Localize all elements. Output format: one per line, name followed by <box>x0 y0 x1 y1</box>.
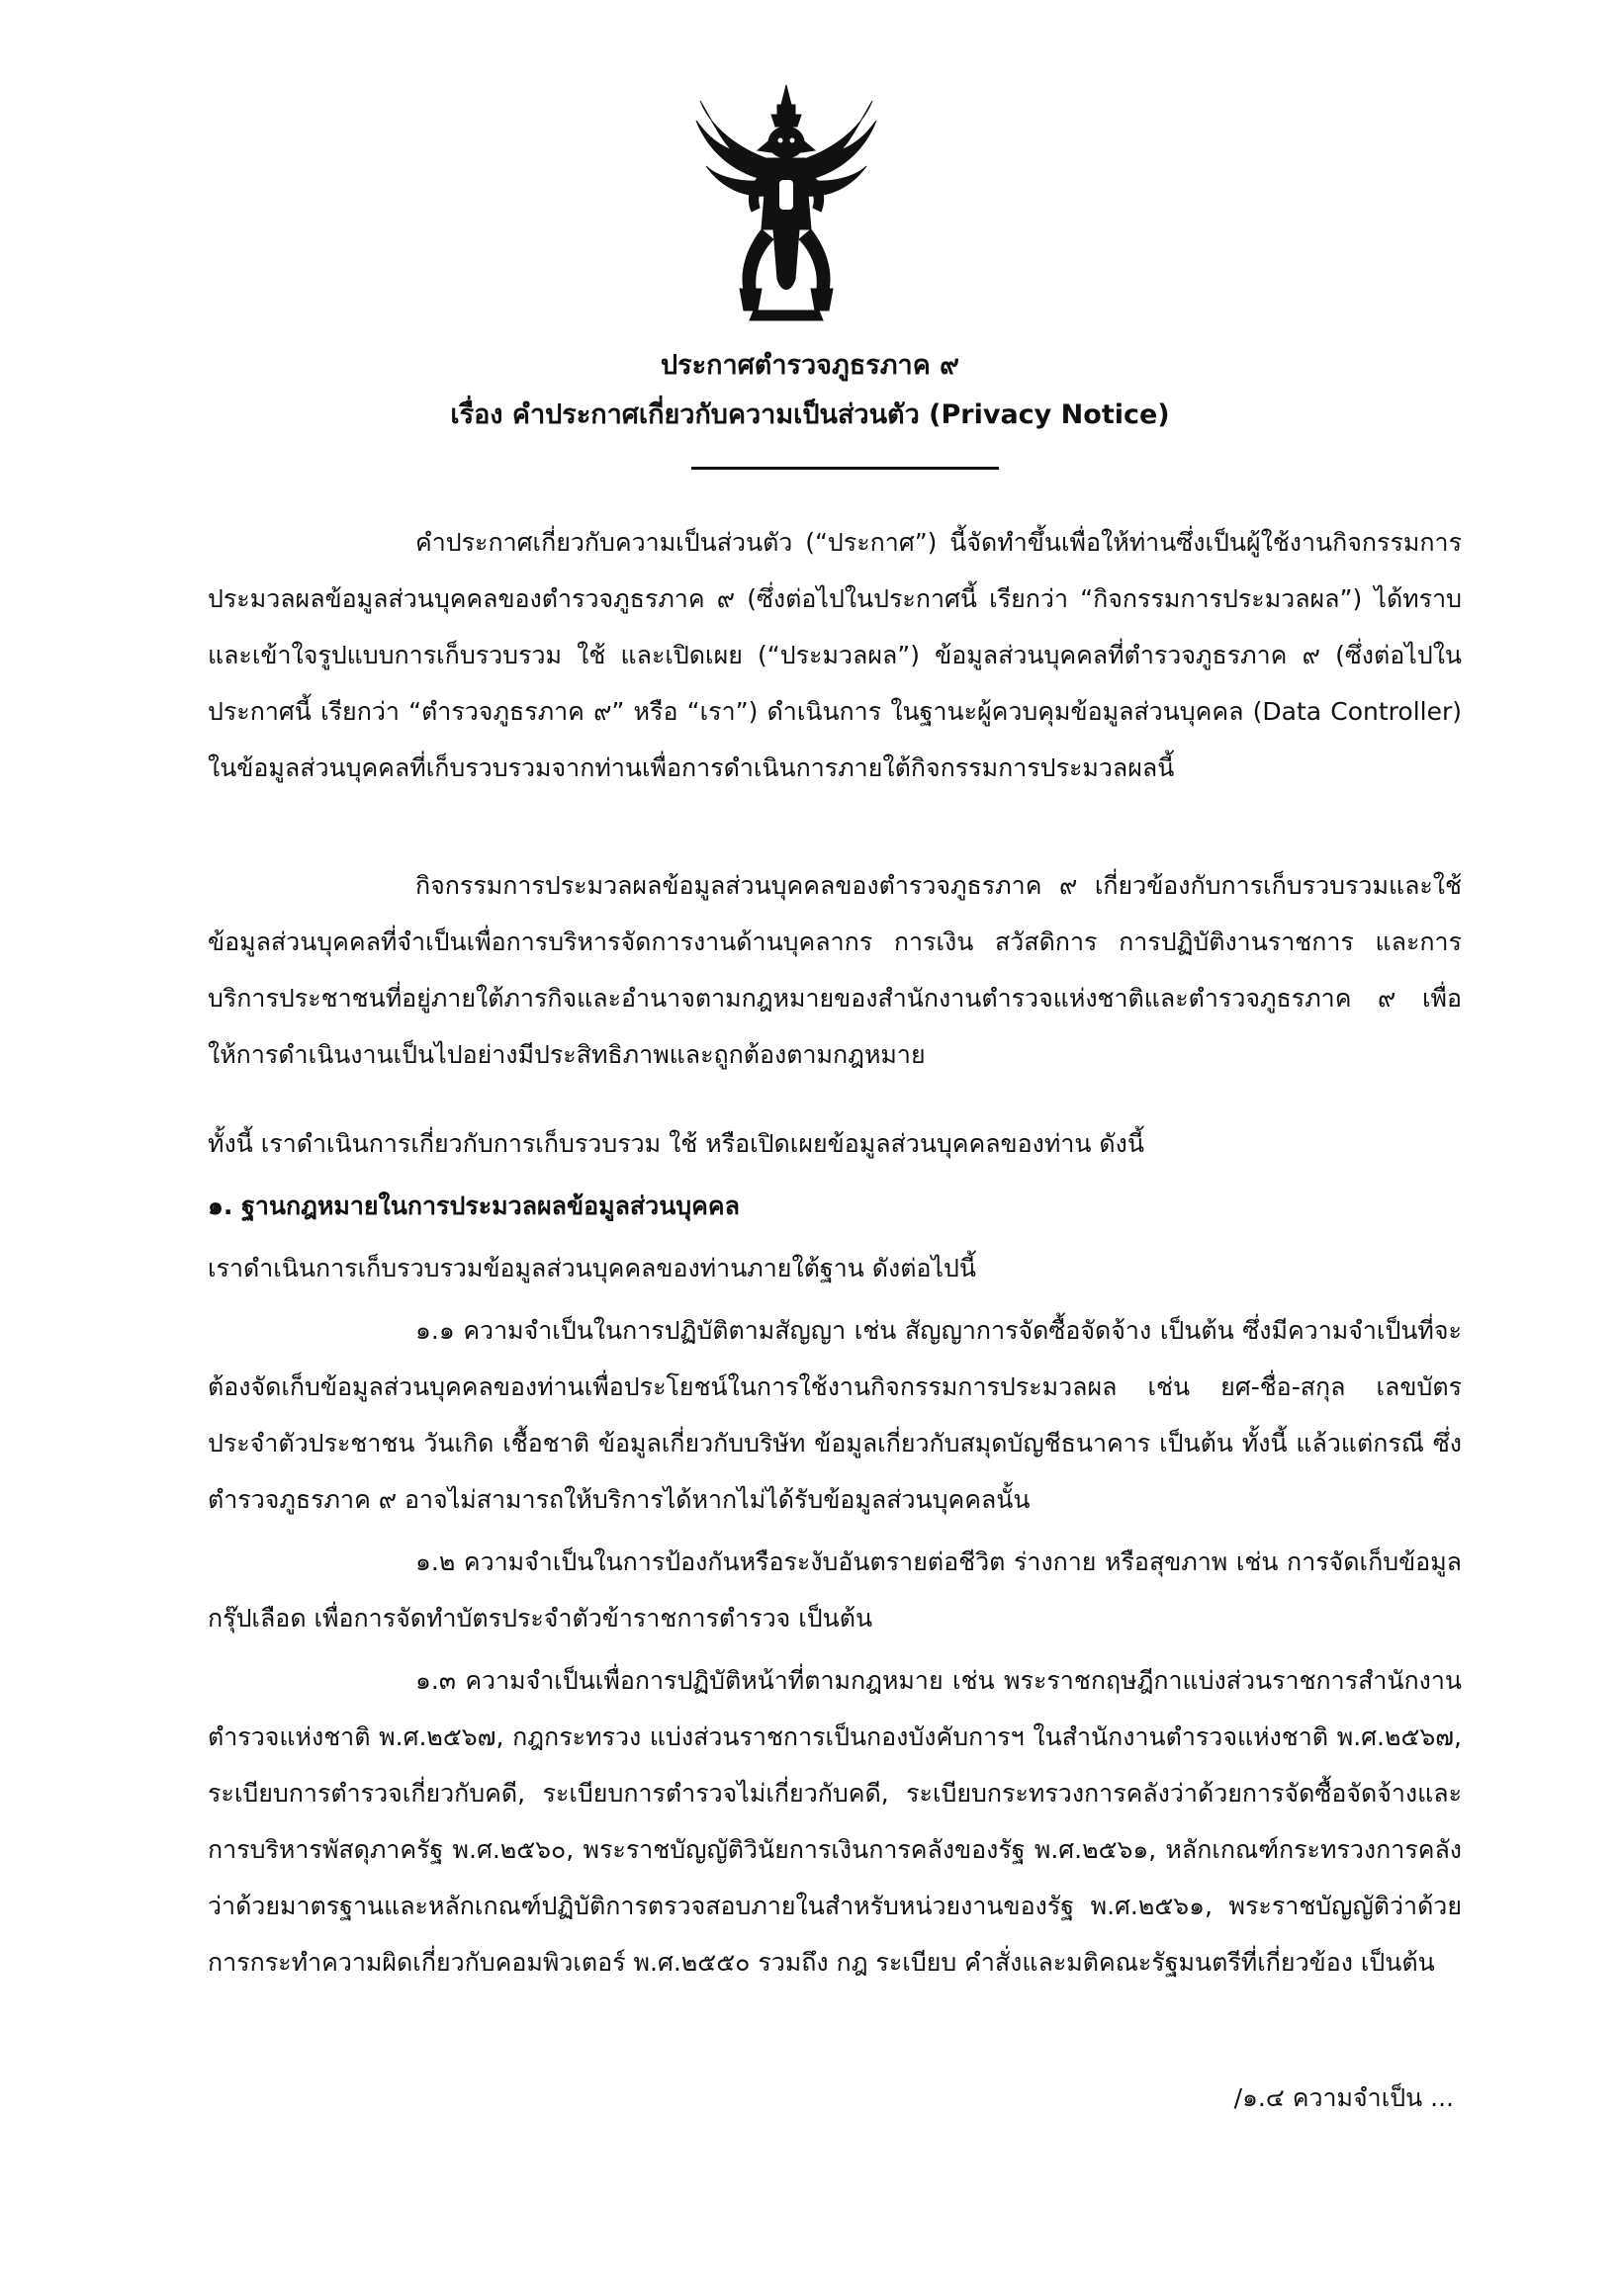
list-item: ๑.๓ ความจำเป็นเพื่อการปฏิบัติหน้าที่ตามกฎหมาย เช่น พระราชกฤษฎีกาแบ่งส่วนราชการสำนักงานตำรวจแห่งชาติ พ.ศ.๒๕๖๗, กฎกระทรวง แบ่งส่วนราชการเป็นกองบังคับการฯ ในสำนักงานตำรวจแห่งชาติ พ.ศ.๒๕๖๗, ระเบียบการตำรวจเกี่ยวกับคดี, ระเบียบการตำรวจไม่เกี่ยวกับคดี, ระเบียบกระทรวงการคลังว่าด้วยการจัดซื้อจัดจ้างและการบริหารพัสดุภาครัฐ พ.ศ.๒๕๖๐, พระราชบัญญัติวินัยการเงินการคลังของรัฐ พ.ศ.๒๕๖๑, หลักเกณฑ์กระทรวงการคลังว่าด้วยมาตรฐานและหลักเกณฑ์ปฏิบัติการตรวจสอบภายในสำหรับหน่วยงานของรัฐ พ.ศ.๒๕๖๑, พระราชบัญญัติว่าด้วยการกระทำความผิดเกี่ยวกับคอมพิวเตอร์ พ.ศ.๒๕๕๐ รวมถึง กฎ ระเบียบ คำสั่งและมติคณะรัฐมนตรีที่เกี่ยวข้อง เป็นต้น <box>208 1666 1462 1977</box>
paragraph-text: กิจกรรมการประมวลผลข้อมูลส่วนบุคคลของตำรวจภูธรภาค ๙ เกี่ยวข้องกับการเก็บรวบรวมและใช้ข้อมูลส่วนบุคคลที่จำเป็นเพื่อการบริหารจัดการงานด้านบุคลากร การเงิน สวัสดิการ การปฏิบัติงานราชการ และการบริการประชาชนที่อยู่ภายใต้ภารกิจและอำนาจตามกฎหมายของสำนักงานตำรวจแห่งชาติและตำรวจภูธรภาค ๙ เพื่อให้การดำเนินงานเป็นไปอย่างมีประสิทธิภาพและถูกต้องตามกฎหมาย <box>208 871 1462 1069</box>
intro-line: ทั้งนี้ เราดำเนินการเกี่ยวกับการเก็บรวบรวม ใช้ หรือเปิดเผยข้อมูลส่วนบุคคลของท่าน ดังนี้ <box>208 1129 1144 1158</box>
intro-paragraph-2 <box>208 857 1462 1083</box>
notice-title: ประกาศตำรวจภูธรภาค ๙ <box>661 350 959 381</box>
list-item: ๑.๑ ความจำเป็นในการปฏิบัติตามสัญญา เช่น สัญญาการจัดซื้อจัดจ้าง เป็นต้น ซึ่งมีความจำเป็นที่จะต้องจัดเก็บข้อมูลส่วนบุคคลของท่านเพื่อประโยชน์ในการใช้งานกิจกรรมการประมวลผล เช่น ยศ-ชื่อ-สกุล เลขบัตรประจำตัวประชาชน วันเกิด เชื้อชาติ ข้อมูลเกี่ยวกับบริษัท ข้อมูลเกี่ยวกับสมุดบัญชีธนาคาร เป็นต้น ทั้งนี้ แล้วแต่กรณี ซึ่งตำรวจภูธรภาค ๙ อาจไม่สามารถให้บริการได้หากไม่ได้รับข้อมูลส่วนบุคคลนั้น <box>208 1316 1462 1514</box>
section-heading: ๑. ฐานกฎหมายในการประมวลผลข้อมูลส่วนบุคคล <box>208 1192 740 1220</box>
title-divider <box>691 467 999 470</box>
intro-paragraph-1 <box>208 514 1462 796</box>
garuda-emblem-icon <box>692 81 880 328</box>
paragraph-text: คำประกาศเกี่ยวกับความเป็นส่วนตัว (“ประกาศ”) นี้จัดทำขึ้นเพื่อให้ท่านซึ่งเป็นผู้ใช้งานกิจกรรมการประมวลผลข้อมูลส่วนบุคคลของตำรวจภูธรภาค ๙ (ซึ่งต่อไปในประกาศนี้ เรียกว่า “กิจกรรมการประมวลผล”) ได้ทราบและเข้าใจรูปแบบการเก็บรวบรวม ใช้ และเปิดเผย (“ประมวลผล”) ข้อมูลส่วนบุคคลที่ตำรวจภูธรภาค ๙ (ซึ่งต่อไปในประกาศนี้ เรียกว่า “ตำรวจภูธรภาค ๙” หรือ “เรา”) ดำเนินการ ในฐานะผู้ควบคุมข้อมูลส่วนบุคคล (Data Controller) ในข้อมูลส่วนบุคคลที่เก็บรวบรวมจากท่านเพื่อการดำเนินการภายใต้กิจกรรมการประมวลผลนี้ <box>208 528 1462 782</box>
section-1 <box>208 1115 1462 1996</box>
list-item: ๑.๒ ความจำเป็นในการป้องกันหรือระงับอันตรายต่อชีวิต ร่างกาย หรือสุขภาพ เช่น การจัดเก็บข้อมูลกรุ๊ปเลือด เพื่อการจัดทำบัตรประจำตัวข้าราชการตำรวจ เป็นต้น <box>208 1547 1462 1633</box>
notice-subject: เรื่อง คำประกาศเกี่ยวกับความเป็นส่วนตัว (Privacy Notice) <box>450 399 1170 430</box>
continuation-footer: /๑.๔ ความจำเป็น ... <box>1233 2083 1454 2112</box>
section-lead: เราดำเนินการเก็บรวบรวมข้อมูลส่วนบุคคลของท่านภายใต้ฐาน ดังต่อไปนี้ <box>208 1254 976 1282</box>
